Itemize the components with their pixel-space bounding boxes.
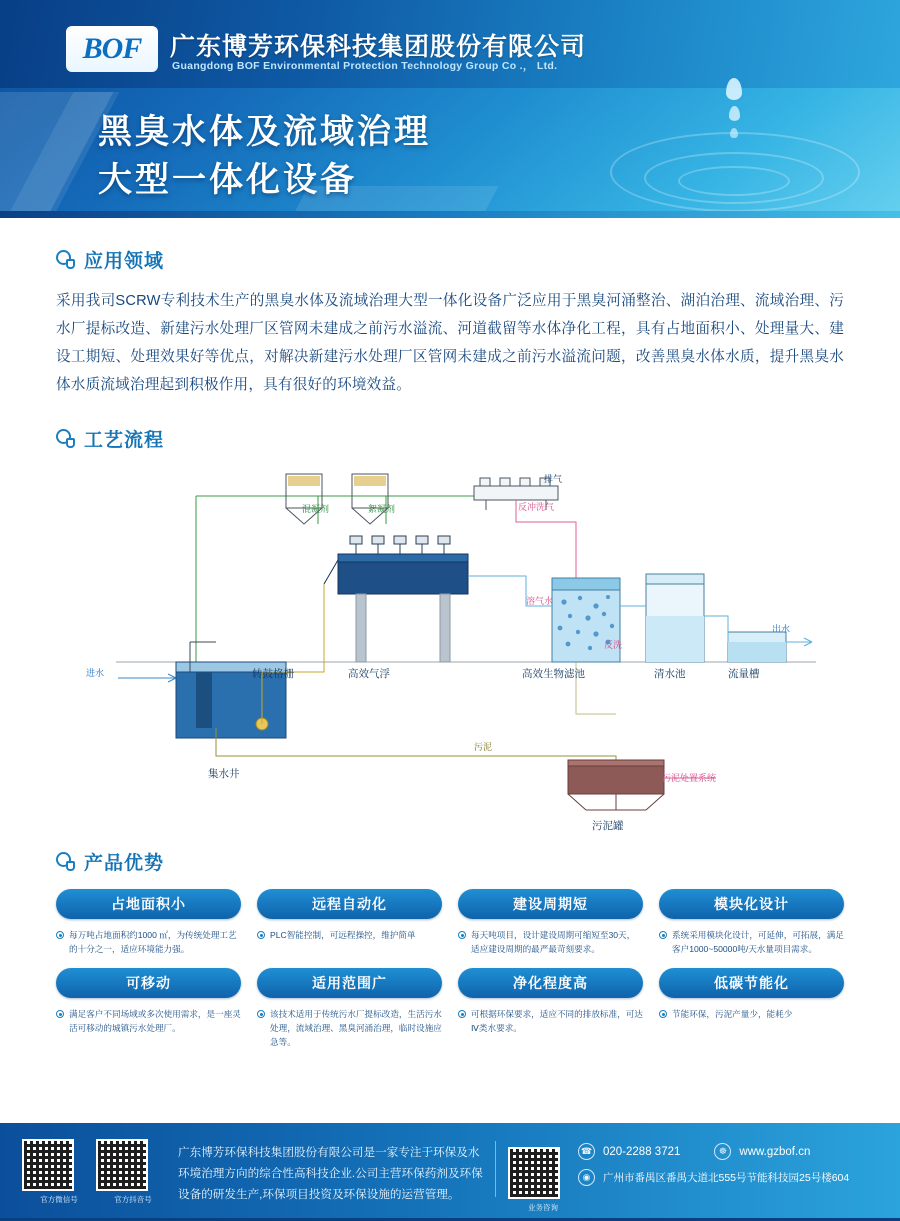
- flow-unit-drum-screen: 转鼓格栅: [252, 668, 294, 680]
- section-header-process: [56, 425, 844, 452]
- qr-wechat-caption: 官方微信号: [40, 1195, 78, 1204]
- advantage-card: [458, 889, 643, 956]
- water-droplet-small-icon: [729, 106, 740, 121]
- magnifier-icon: [56, 250, 76, 270]
- advantage-desc-row: [659, 1007, 844, 1021]
- flow-label-backwash: 反洗: [604, 640, 623, 650]
- footer-divider: [495, 1141, 496, 1197]
- flow-unit-collection-well: 集水井: [208, 768, 240, 780]
- advantage-desc: 每天吨项目，设计建设周期可缩短至30天，适应建设周期的最严最苛刻要求。: [471, 930, 636, 954]
- qr-wechat-block: [22, 1133, 96, 1211]
- page-header: [0, 0, 900, 218]
- qr-code-wechat[interactable]: [22, 1139, 74, 1191]
- company-name-en: Guangdong BOF Environmental Protection Technology Group Co .， Ltd.: [172, 60, 558, 72]
- advantage-desc: 节能环保，污泥产量少，能耗少: [672, 1009, 793, 1019]
- flow-unit-bio-filter: 高效生物滤池: [522, 668, 585, 680]
- bullet-icon: [56, 1010, 64, 1018]
- advantage-desc: 该技术适用于传统污水厂提标改造，生活污水处理，流域治理、黑臭河涌治理，临时设施应急等。: [270, 1009, 442, 1047]
- company-logo: [66, 26, 158, 72]
- flow-label-backwash-air: 反冲洗气: [518, 502, 555, 512]
- advantage-title: 净化程度高: [458, 968, 643, 998]
- advantage-title: 远程自动化: [257, 889, 442, 919]
- advantage-desc: 可根据环保要求，适应不同的排放标准，可达Ⅳ类水要求。: [471, 1009, 643, 1033]
- section-title-advantages: 产品优势: [84, 853, 165, 874]
- advantage-title: 适用范围广: [257, 968, 442, 998]
- flow-label-sludge: 污泥: [474, 742, 493, 752]
- poster-title-line2: 大型一体化设备: [98, 161, 357, 199]
- advantage-desc: 满足客户不同场域或多次使用需求，是一座灵活可移动的城镇污水处理厂。: [69, 1009, 241, 1033]
- water-droplet-icon: [726, 78, 742, 100]
- contact-phone: 020-2288 3721: [603, 1145, 681, 1158]
- advantage-title: 可移动: [56, 968, 241, 998]
- page-content: [0, 218, 900, 1049]
- contact-website[interactable]: www.gzbof.cn: [739, 1145, 811, 1158]
- section-title-process: 工艺流程: [84, 430, 165, 451]
- qr-douyin-caption: 官方抖音号: [114, 1195, 152, 1204]
- footer-contact-block: [578, 1133, 878, 1211]
- advantage-desc-row: [659, 928, 844, 956]
- advantage-desc-row: [257, 928, 442, 942]
- header-ripple-3: [678, 166, 790, 196]
- flow-label-sludge-disposal: 污泥处置系统: [662, 773, 717, 783]
- water-droplet-tiny-icon: [730, 128, 738, 138]
- qr-business-caption: 业务咨询: [528, 1203, 558, 1212]
- flow-diagram-svg: [56, 466, 844, 838]
- advantage-desc-row: [257, 1007, 442, 1049]
- advantage-title: 低碳节能化: [659, 968, 844, 998]
- process-flow-diagram: [56, 466, 844, 838]
- qr-douyin-block: [96, 1133, 170, 1211]
- advantage-card: [257, 968, 442, 1049]
- advantage-title: 占地面积小: [56, 889, 241, 919]
- advantage-card: [659, 968, 844, 1049]
- contact-row-address: [578, 1169, 878, 1186]
- section-header-application: [56, 246, 844, 273]
- phone-icon: ☎: [578, 1143, 595, 1160]
- advantage-desc-row: [56, 1007, 241, 1035]
- flow-label-exhaust: 排气: [544, 474, 563, 484]
- bullet-icon: [659, 931, 667, 939]
- bullet-icon: [458, 931, 466, 939]
- magnifier-icon: [56, 429, 76, 449]
- advantage-card: [458, 968, 643, 1049]
- advantage-desc: 每万吨占地面积约1000 ㎡，为传统处理工艺的十分之一，适应环境能力强。: [69, 930, 237, 954]
- bullet-icon: [56, 931, 64, 939]
- flow-label-inlet: 进水: [86, 668, 105, 678]
- section-header-advantages: [56, 848, 844, 875]
- flow-unit-clear-tank: 清水池: [654, 668, 686, 680]
- header-bottom-rule: [0, 211, 900, 218]
- qr-business-block: [508, 1133, 578, 1211]
- flow-unit-daf: 高效气浮: [348, 668, 390, 680]
- page-footer: [0, 1123, 900, 1221]
- advantages-grid: [56, 889, 844, 1049]
- advantage-title: 建设周期短: [458, 889, 643, 919]
- contact-row-phone: [578, 1143, 878, 1160]
- bullet-icon: [257, 931, 265, 939]
- advantage-card: [56, 968, 241, 1049]
- advantage-desc-row: [458, 1007, 643, 1035]
- flow-unit-flow-trough: 流量槽: [728, 668, 760, 680]
- flow-label-flocculant: 絮凝剂: [368, 504, 396, 514]
- application-paragraph: 采用我司SCRW专利技术生产的黑臭水体及流域治理大型一体化设备广泛应用于黑臭河涌整治、湖泊治理、流域治理、污水厂提标改造、新建污水处理厂区管网未建成之前污水溢流、河道截留等水体净化工程，具有占地面积小、处理量大、建设工期短、处理效果好等优点，对解决新建污水处理厂区管网未建成之前污水溢流问题，改善黑臭水体水质，提升黑臭水体水质流域治理起到积极作用，具有很好的环境效益。: [56, 293, 844, 393]
- bullet-icon: [659, 1010, 667, 1018]
- flow-label-coagulant: 混凝剂: [302, 504, 330, 514]
- advantage-desc: 系统采用模块化设计，可延伸，可拓展，满足客户1000~50000吨/天水量项目需求。: [672, 930, 844, 954]
- magnifier-icon: [56, 852, 76, 872]
- poster-title-line1: 黑臭水体及流域治理: [98, 113, 431, 151]
- advantage-card: [257, 889, 442, 956]
- flow-label-dissolved-water: 溶气水: [526, 596, 554, 606]
- contact-address: 广州市番禺区番禺大道北555号节能科技园25号楼604: [603, 1172, 850, 1184]
- advantage-desc-row: [458, 928, 643, 956]
- globe-icon: ☸: [714, 1143, 731, 1160]
- qr-code-business[interactable]: [508, 1147, 560, 1199]
- advantage-desc: PLC智能控制，可远程操控，维护简单: [270, 930, 416, 940]
- footer-company-description: 广东博芳环保科技集团股份有限公司是一家专注于环保及水环境治理方向的综合性高科技企业.公司主营环保药剂及环保设备的研发生产,环保项目投资及环保设施的运营管理。: [178, 1146, 483, 1201]
- advantage-desc-row: [56, 928, 241, 956]
- section-title-application: 应用领域: [84, 251, 165, 272]
- advantage-card: [56, 889, 241, 956]
- company-name-cn: 广东博芳环保科技集团股份有限公司: [170, 33, 587, 61]
- logo-text: BOF: [82, 32, 142, 65]
- bullet-icon: [257, 1010, 265, 1018]
- flow-unit-sludge-tank: 污泥罐: [592, 820, 624, 832]
- advantage-title: 模块化设计: [659, 889, 844, 919]
- flow-label-outlet: 出水: [772, 624, 791, 634]
- qr-code-douyin[interactable]: [96, 1139, 148, 1191]
- advantage-card: [659, 889, 844, 956]
- bullet-icon: [458, 1010, 466, 1018]
- location-pin-icon: ◉: [578, 1169, 595, 1186]
